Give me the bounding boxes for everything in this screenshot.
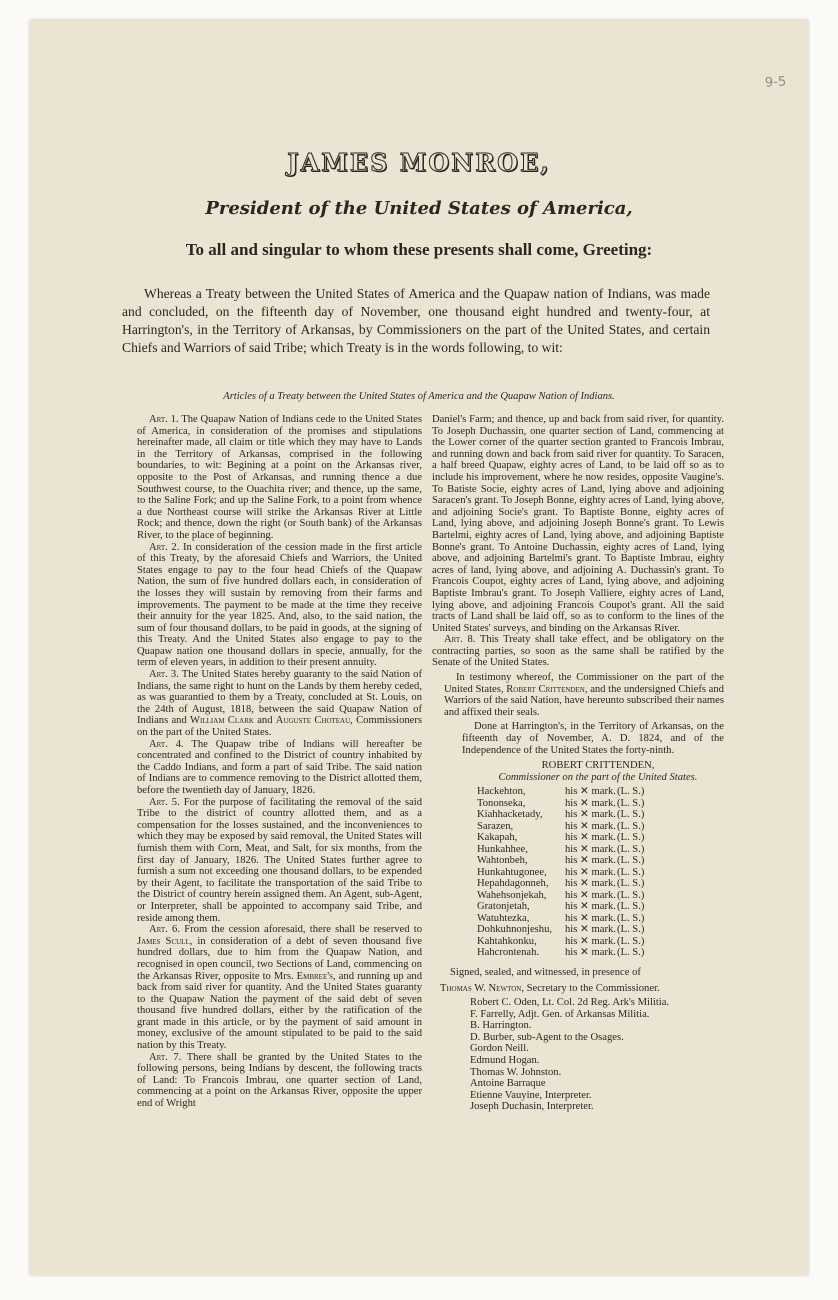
left-column <box>137 414 422 1110</box>
testimony-paragraph <box>432 672 724 718</box>
witness-entry: Thomas W. Johnston. <box>470 1066 562 1078</box>
witness-entry: Edmund Hogan. <box>470 1055 540 1067</box>
signatory-mark: his ✕ mark. <box>565 924 616 936</box>
witness-entry: D. Burber, sub-Agent to the Osages. <box>470 1031 624 1043</box>
signatory-seal: (L. S.) <box>617 809 645 821</box>
article-label: Art. 2. <box>149 541 180 553</box>
commissioner-name: ROBERT CRITTENDEN, <box>541 760 655 772</box>
signatory-mark: his ✕ mark. <box>565 855 616 867</box>
article-label: Art. 4. <box>149 738 184 750</box>
person-name: Auguste Choteau, <box>275 715 353 727</box>
person-name: Embree's, <box>296 970 336 982</box>
secretary-line <box>432 983 724 995</box>
signatory-mark: his ✕ mark. <box>565 947 616 959</box>
signatory-name: Dohkuhnonjeshu, <box>477 924 553 936</box>
signatory-mark: his ✕ mark. <box>565 809 616 821</box>
article-label: Art. 7. <box>149 1051 182 1063</box>
witness-entry: F. Farrelly, Adjt. Gen. of Arkansas Militia. <box>470 1008 650 1020</box>
article-label: Art. 3. <box>149 669 179 681</box>
article-7 <box>137 1052 422 1110</box>
signatory-name: Sarazen, <box>477 820 514 832</box>
testimony-text: and the undersigned Chiefs and Warriors of the said Nation, have hereunto subscribed their names and affixed their seals. <box>444 683 724 718</box>
signatory-row <box>477 890 644 902</box>
signatory-name: Hunkahtugonee, <box>477 866 547 878</box>
article-label: Art. 1. <box>149 414 179 425</box>
signatory-mark: his ✕ mark. <box>565 820 616 832</box>
article-text: This Treaty shall take effect, and be obligatory on the contracting parties, so soon as the same shall be ratified by the Senate of the United States. <box>432 634 724 669</box>
signatories-table <box>477 786 644 959</box>
witness-entry: B. Harrington. <box>470 1020 532 1032</box>
commissioner-name-inline: Robert Crittenden, <box>506 683 588 695</box>
signatory-mark: his ✕ mark. <box>565 843 616 855</box>
document-sheet <box>30 20 808 1275</box>
signatory-row <box>477 924 644 936</box>
signatory-row <box>477 786 644 798</box>
signatory-seal: (L. S.) <box>617 797 645 809</box>
article-label: Art. 5. <box>149 796 180 808</box>
article-6 <box>137 924 422 1052</box>
article-label: Art. 8. <box>444 634 476 646</box>
witness-list <box>432 997 724 1113</box>
signatory-name: Hunkahhee, <box>477 843 528 855</box>
article-2 <box>137 542 422 670</box>
article-4 <box>137 739 422 797</box>
witness-entry: Gordon Neill. <box>470 1043 529 1055</box>
signed-line: Signed, sealed, and witnessed, in presence of <box>450 966 641 978</box>
article-text: In consideration of the cession made in the first article of this Treaty, by the aforesaid Chiefs and Warriors, the United States engage to pay to the four head Chiefs of the Quapaw Nation, the sum of five hundred dollars each, in consideration of the losses they will sustain by removing from their farms and improvements. The payment to be made at the time they receive their annuity for the year 1825. And, also, to the said nation, the sum of four thousand dollars, to be paid in goods, at the signing of this Treaty. And the United States also engage to pay to the Quapaw nation one thousand dollars in specie, annually, for the term of eleven years, in addition to their present annuity. <box>137 541 423 669</box>
heading-office: President of the United States of America, <box>205 198 633 219</box>
signatory-name: Hepahdagonneh, <box>477 878 549 890</box>
article-text: Commissioners on the part of the United States. <box>137 715 423 739</box>
signatory-row <box>477 947 644 959</box>
signatory-mark: his ✕ mark. <box>565 832 616 844</box>
signatory-name: Watuhtezka, <box>477 912 530 924</box>
signatory-mark: his ✕ mark. <box>565 889 616 901</box>
signatory-seal: (L. S.) <box>617 924 645 936</box>
article-text: There shall be granted by the United States to the following persons, being Indians by descent, the following tracts of Land: To Francois Imbrau, one quarter section of Land, commencing at a point on the Arkansas River, opposite the upper end of Wright <box>137 1051 422 1110</box>
article-8 <box>432 634 724 669</box>
signatory-row <box>477 901 644 913</box>
signatory-row <box>477 855 644 867</box>
testimony-text: In testimony whereof, the Commissioner on the part of the United States, <box>444 672 724 695</box>
heading-name: JAMES MONROE, <box>287 148 551 177</box>
witness-entry: Etienne Vauyine, Interpreter. <box>470 1089 592 1101</box>
signatory-seal: (L. S.) <box>617 889 645 901</box>
signatory-seal: (L. S.) <box>617 832 645 844</box>
witness-entry: Antoine Barraque <box>470 1078 546 1090</box>
signatory-name: Tononseka, <box>477 797 526 809</box>
right-column <box>432 414 724 1113</box>
article-text: and running up and back from said river for quantity. And the United States guaranty to the Quapaw Nation the payment of the said debt of seven thousand five hundred dollars, either by the ratification of the grant made in this article, or by the payment of said amount in money, exclusive of the amount stipulated to be paid to the said nation by this Treaty. <box>137 970 422 1052</box>
signatory-seal: (L. S.) <box>617 912 645 924</box>
whereas-paragraph: Whereas a Treaty between the United States of America and the Quapaw nation of Indians, was made and concluded, on the fifteenth day of November, one thousand eight hundred and twenty-four, at Harrington's, in the Territory of Arkansas, by Commissioners on the part of the United States, and certain Chiefs and Warriors of said Tribe; which Treaty is in the words following, to wit: <box>122 286 710 355</box>
signatory-row <box>477 809 644 821</box>
signatory-seal: (L. S.) <box>617 901 645 913</box>
article-1 <box>137 414 422 542</box>
signatory-row <box>477 798 644 810</box>
article-5 <box>137 797 422 925</box>
articles-title: Articles of a Treaty between the United States of America and the Quapaw Nation of Indians. <box>223 391 615 402</box>
signatory-seal: (L. S.) <box>617 935 645 947</box>
signatory-mark: his ✕ mark. <box>565 866 616 878</box>
commissioner-title: Commissioner on the part of the United States. <box>498 771 698 783</box>
witness-entry: Robert C. Oden, Lt. Col. 2d Reg. Ark's Militia. <box>470 997 670 1009</box>
signatory-mark: his ✕ mark. <box>565 935 616 947</box>
article-text: For the purpose of facilitating the removal of the said Tribe to the district of country allotted them, and as a compensation for the losses sustained, and the inconveniences to which they may be exposed by said removal, the United States will furnish them with Corn, Meat, and Salt, for six months, from the first day of January, 1826. The United States further agree to furnish a sum not exceeding one thousand dollars, to be expended by their Agent, to facilitate the transportation of the said Tribe to the District of country herein assigned them. An Agent, sub-Agent, or Interpreter, shall be appointed to accompany said Tribe, and reside among them. <box>137 796 422 924</box>
signatory-mark: his ✕ mark. <box>565 878 616 890</box>
signatory-row <box>477 936 644 948</box>
signatory-seal: (L. S.) <box>617 855 645 867</box>
article-text: in consideration of a debt of seven thousand five hundred dollars, due to him from the Quapaw Nation, and recognised in open council, two Sections of Land, commencing on the Arkansas River, opposite to Mrs. <box>137 935 422 982</box>
signatory-name: Kakapah, <box>477 832 518 844</box>
heading-greeting: To all and singular to whom these presents shall come, Greeting: <box>185 240 653 259</box>
signatory-row <box>477 878 644 890</box>
signatory-name: Wahehsonjekah, <box>477 889 547 901</box>
article-text: The United States hereby guaranty to the said Nation of Indians, the same right to hunt on the Lands by them hereby ceded, as was guarantied to them by a Treaty, concluded at St. Louis, on the 24th of August, 1818, between the said Quapaw Nation of Indians and <box>137 669 423 727</box>
signatory-name: Wahtonbeh, <box>477 855 528 867</box>
person-name: James Scull, <box>137 935 193 947</box>
signatory-seal: (L. S.) <box>617 843 645 855</box>
signatory-row <box>477 913 644 925</box>
signatory-row <box>477 844 644 856</box>
article-label: Art. 6. <box>149 924 181 936</box>
signatory-row <box>477 821 644 833</box>
signatory-seal: (L. S.) <box>617 786 645 798</box>
signatory-row <box>477 867 644 879</box>
article-text: and <box>257 715 273 727</box>
signatory-name: Kiahhacketady, <box>477 809 543 821</box>
person-name: William Clark <box>190 715 254 727</box>
article-text: The Quapaw Nation of Indians cede to the United States of America, in consideration of the promises and stipulations hereinafter made, all claim or title which they may have to Lands in the Territory of Arkansas, comprised in the following boundaries, to wit: Begining at a point on the Arkansas river, opposite to the Post of Arkansas, and running thence a due Southwest course, to the Ouachita river; and thence, up the same, to the Saline Fork; and up the Saline Fork, to a point from whence a due Northeast course will strike the Arkansas River at Little Rock; and thence, down the right (or South bank) of the Arkansas River, to the place of beginning. <box>137 414 422 541</box>
secretary-title: Secretary to the Commissioner. <box>526 982 660 994</box>
pencil-mark: 9-5 <box>764 74 787 91</box>
witness-entry: Joseph Duchasin, Interpreter. <box>470 1101 594 1113</box>
signatory-seal: (L. S.) <box>617 866 645 878</box>
signatory-mark: his ✕ mark. <box>565 901 616 913</box>
article-3 <box>137 669 422 739</box>
signatory-name: Hahcrontenah. <box>477 947 540 959</box>
signatory-name: Hackehton, <box>477 786 526 798</box>
done-paragraph: Done at Harrington's, in the Territory of Arkansas, on the fifteenth day of November, A. D. 1824, and of the Independence of the United States the forty-ninth. <box>462 721 724 756</box>
signatory-mark: his ✕ mark. <box>565 797 616 809</box>
signatory-seal: (L. S.) <box>617 947 645 959</box>
secretary-name: Thomas W. Newton, <box>440 982 524 994</box>
signatory-name: Gratonjetah, <box>477 901 530 913</box>
article-text: The Quapaw tribe of Indians will hereafter be concentrated and confined to the District of country inhabited by the Caddo Indians, and form a part of said Tribe. The said nation of Indians are to commence removing to the District allotted them, before the twentieth day of January, 1826. <box>137 738 422 796</box>
signatory-mark: his ✕ mark. <box>565 786 616 798</box>
article-text: From the cession aforesaid, there shall be reserved to <box>184 924 423 936</box>
signatory-seal: (L. S.) <box>617 878 645 890</box>
signatory-name: Kahtahkonku, <box>477 935 537 947</box>
signatory-row <box>477 832 644 844</box>
signatories-body <box>477 786 644 959</box>
signatory-mark: his ✕ mark. <box>565 912 616 924</box>
article-7-continued: Daniel's Farm; and thence, up and back from said river, for quantity. To Joseph Duchassin, one quarter section of Land, commencing at the Lower corner of the quarter section granted to Francois Imbrau, and running down and back from said river for quantity. To Saracen, a half breed Quapaw, eighty acres of Land, to be laid off so as to include his improvement, where he now resides, opposite Vaugine's. To Batiste Socie, eighty acres of Land, lying above and adjoining Saracen's grant. To Joseph Bonne, eighty acres of Land, lying above, and adjoining Socie's grant. To Baptiste Bonne, eighty acres of Land, lying above, and adjoining Joseph Bonne's grant. To Lewis Bartelmi, eighty acres of Land, lying above, and adjoining Baptiste Bonne's grant. To Antoine Duchassin, eighty acres of Land, lying above, and adjoining Bartelmi's grant. To Baptiste Imbrau, eighty acres of land, lying above, and adjoining A. Duchassin's grant. To Francois Coupot, eighty acres of Land, lying above, and adjoining Baptiste Imbrau's grant. To Joseph Valliere, eighty acres of Land, lying above, and adjoining Francois Coupot's grant. All the said tracts of Land shall be laid off, so as to conform to the lines of the United States' surveys, and binding on the Arkansas River. <box>432 414 724 634</box>
signatory-seal: (L. S.) <box>617 820 645 832</box>
